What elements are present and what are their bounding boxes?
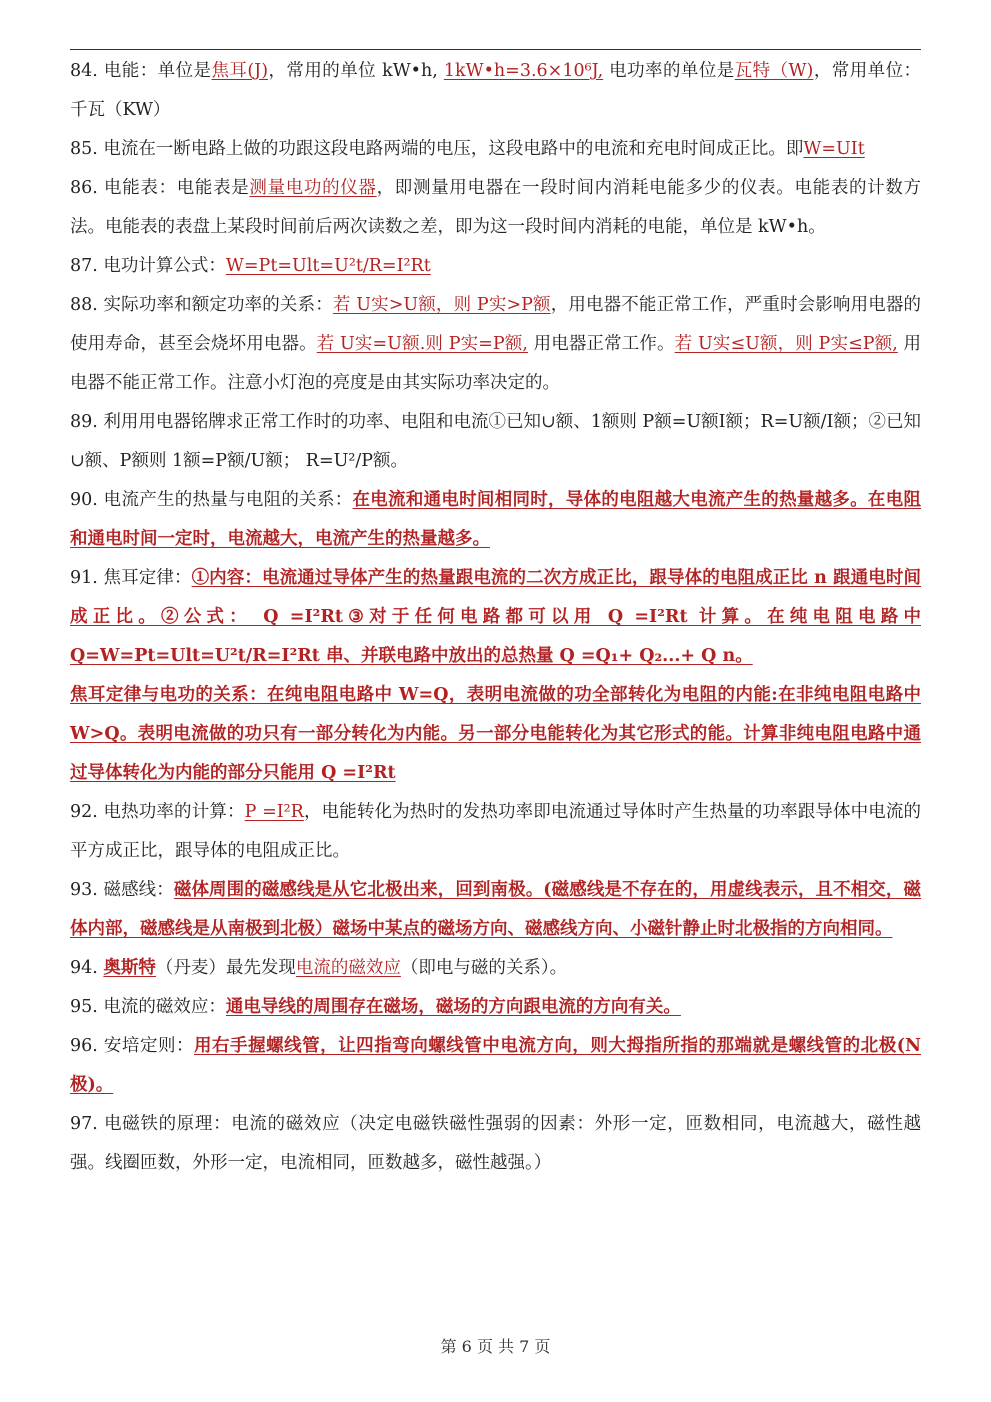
paragraph-89 — [70, 403, 921, 481]
highlighted-text: 焦耳定律与电功的关系：在纯电阻电路中 W=Q，表明电流做的功全部转化为电阻的内能:在非纯电阻电路中 W>Q。表明电流做的功只有一部分转化为内能。另一部分电能转化为其它形式的能。计算非纯电阻电路中通过导体转化为内能的部分只能用 Q =I²Rt — [70, 685, 921, 783]
paragraph-94 — [70, 949, 921, 988]
paragraph-93 — [70, 871, 921, 949]
highlighted-text: 通电导线的周围存在磁场，磁场的方向跟电流的方向有关。 — [225, 997, 681, 1017]
highlighted-text: ①内容：电流通过导体产生的热量跟电流的二次方成正比，跟导体的电阻成正比 n 跟通电时间成正比。②公式： Q =I²Rt③对于任何电路都可以用 Q =I²Rt 计算。在纯电阻电路中 Q=W=Pt=Ult=U²t/R=I²Rt 串、并联电路中放出的总热量 Q =Q₁+ Q₂...+ Q n。 — [70, 568, 921, 666]
paragraph-85 — [70, 130, 921, 169]
body-text: 84. 电能：单位是 — [70, 61, 212, 81]
body-text: 96. 安培定则： — [70, 1036, 195, 1056]
paragraph-86 — [70, 169, 921, 247]
paragraph-91 — [70, 559, 921, 676]
body-text: 用电器正常工作。 — [527, 334, 675, 354]
body-text: （丹麦）最先发现 — [155, 958, 296, 978]
body-text: 87. 电功计算公式： — [70, 256, 226, 276]
highlighted-text: 电流的磁效应 — [295, 958, 401, 978]
paragraph-84 — [70, 52, 921, 130]
body-text: ，即测量用电器在一段时间内消耗电能多少的仪表。电能表的计数方法。电能表的表盘上某段时间前后两次读数之差，即为这一段时间内消耗的电能，单位是 kW•h。 — [70, 178, 922, 237]
highlighted-text: W=UIt — [803, 139, 865, 159]
highlighted-text: 若 U实≤U额，则 P实≤P额, — [674, 334, 898, 354]
body-text: （即电与磁的关系）。 — [400, 958, 568, 978]
body-text: ，用电器不能正常工作，严重时会影响用电器的使用寿命，甚至会烧坏用电器。 — [70, 295, 921, 354]
body-text: ，常用的单位 kW•h, — [268, 61, 444, 81]
body-text: 92. 电热功率的计算： — [70, 802, 245, 822]
body-text: 85. 电流在一断电路上做的功跟这段电路两端的电压，这段电路中的电流和充电时间成正比。即 — [70, 139, 804, 159]
body-text: ，电能转化为热时的发热功率即电流通过导体时产生热量的功率跟导体中电流的平方成正比，跟导体的电阻成正比。 — [70, 802, 921, 861]
body-text: 88. 实际功率和额定功率的关系： — [70, 295, 333, 315]
paragraph-96 — [70, 1027, 921, 1105]
highlighted-text: 若 U实=U额.则 P实=P额, — [316, 334, 528, 354]
paragraph-87 — [70, 247, 921, 286]
body-text: 电功率的单位是 — [603, 61, 735, 81]
body-text: 93. 磁感线： — [70, 880, 174, 900]
body-text: 用电器不能正常工作。注意小灯泡的亮度是由其实际功率决定的。 — [70, 334, 922, 393]
highlighted-text: 焦耳(J) — [211, 61, 269, 81]
body-text: 91. 焦耳定律： — [70, 568, 192, 588]
highlighted-text: 瓦特（W) — [734, 61, 814, 81]
body-text: 95. 电流的磁效应： — [70, 997, 226, 1017]
body-text: 94. — [70, 958, 104, 978]
paragraph-90 — [70, 481, 921, 559]
body-text: 89. 利用用电器铭牌求正常工作时的功率、电阻和电流①已知∪额、1额则 P额=U额I额；R=U额/I额；②已知∪额、P额则 1额=P额/U额； R=U²/P额。 — [70, 412, 921, 471]
highlighted-text: 磁体周围的磁感线是从它北极出来，回到南极。(磁感线是不存在的，用虚线表示，且不相交，磁体内部，磁感线是从南极到北极）磁场中某点的磁场方向、磁感线方向、小磁针静止时北极指的方向相同。 — [70, 880, 921, 939]
paragraph-91b — [70, 676, 921, 793]
body-text: ，常用单位：千瓦（KW） — [70, 61, 922, 120]
highlighted-text: 用右手握螺线管，让四指弯向螺线管中电流方向，则大拇指所指的那端就是螺线管的北极(N 极)。 — [70, 1036, 921, 1095]
paragraph-97 — [70, 1105, 921, 1183]
highlighted-text: P =I²R — [244, 802, 304, 822]
highlighted-text: 奥斯特 — [103, 958, 156, 978]
highlighted-text: 测量电功的仪器 — [249, 178, 377, 198]
body-text: 90. 电流产生的热量与电阻的关系： — [70, 490, 353, 510]
highlighted-text: 1kW•h=3.6×10⁶J, — [443, 61, 604, 81]
paragraph-95 — [70, 988, 921, 1027]
body-text: 97. 电磁铁的原理：电流的磁效应（决定电磁铁磁性强弱的因素：外形一定，匝数相同，电流越大，磁性越强。线圈匝数，外形一定，电流相同，匝数越多，磁性越强。） — [70, 1114, 921, 1173]
highlighted-text: 若 U实>U额，则 P实>P额 — [332, 295, 551, 315]
page-footer: 第 6 页 共 7 页 — [440, 1337, 551, 1356]
highlighted-text: W=Pt=Ult=U²t/R=I²Rt — [225, 256, 431, 276]
paragraph-92 — [70, 793, 921, 871]
header-rule — [70, 49, 921, 50]
highlighted-text: 在电流和通电时间相同时，导体的电阻越大电流产生的热量越多。在电阻和通电时间一定时，电流越大，电流产生的热量越多。 — [70, 490, 921, 549]
body-text: 86. 电能表：电能表是 — [70, 178, 250, 198]
document-body — [70, 52, 921, 1183]
paragraph-88 — [70, 286, 921, 403]
